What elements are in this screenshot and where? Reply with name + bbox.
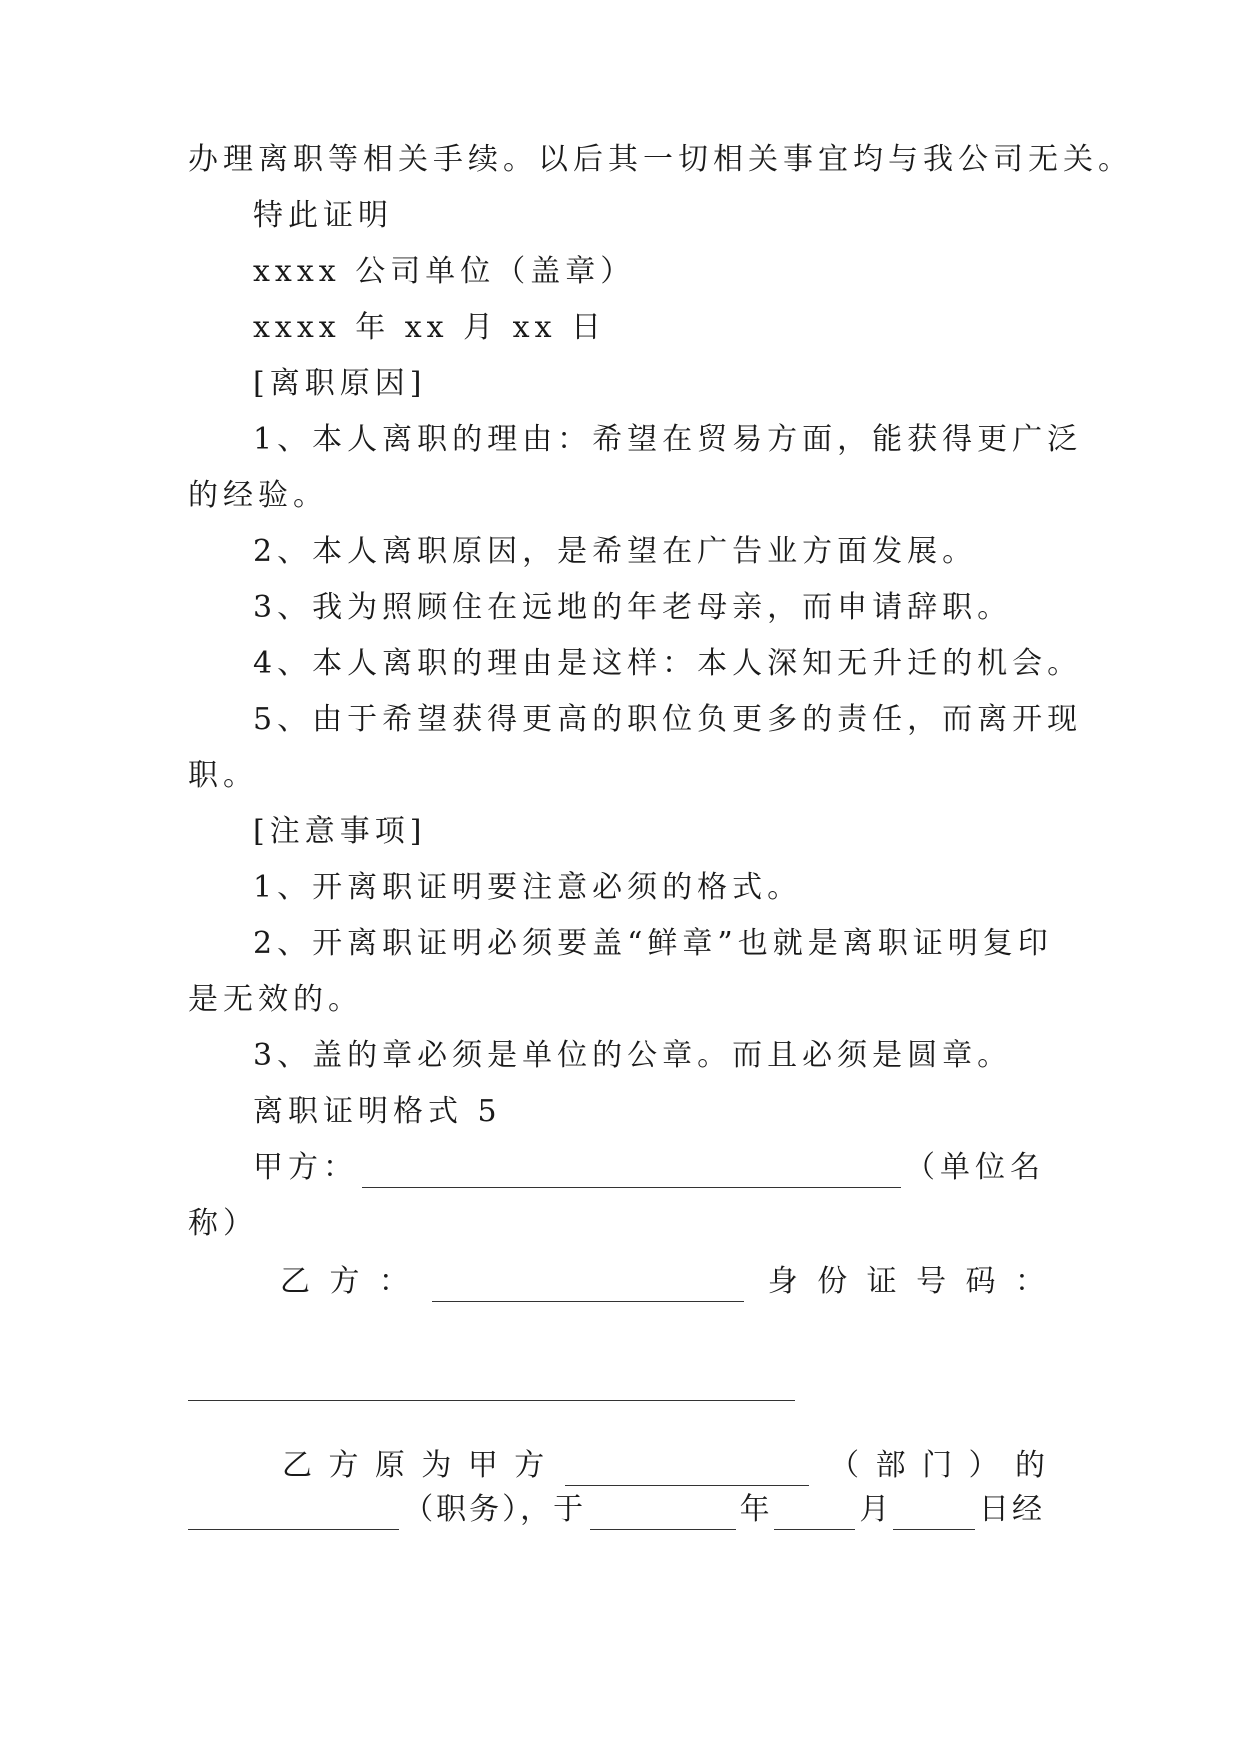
party-a-row	[253, 1148, 1045, 1188]
party-b-char: ：	[378, 1264, 409, 1299]
day-blank	[893, 1503, 975, 1530]
party-a-cont: 称）	[188, 1206, 258, 1241]
position-label: （职务），于	[403, 1492, 587, 1527]
id-char: ：	[1014, 1264, 1045, 1299]
department-char: （	[829, 1448, 860, 1483]
employment-char: 为	[421, 1448, 452, 1483]
reason-item-5-cont: 职。	[188, 758, 258, 793]
position-blank	[188, 1503, 399, 1530]
employment-char: 方	[514, 1448, 545, 1483]
reason-item-1: 1、本人离职的理由：希望在贸易方面，能获得更广泛	[253, 422, 1083, 457]
department-char: ）	[968, 1448, 999, 1483]
template-heading: 离职证明格式 5	[253, 1094, 502, 1129]
note-item-1: 1、开离职证明要注意必须的格式。	[253, 870, 803, 905]
party-a-suffix: （单位名	[905, 1150, 1045, 1185]
month-label: 月	[859, 1492, 890, 1527]
id-char: 号	[916, 1264, 947, 1299]
position-date-row	[188, 1490, 1045, 1530]
note-item-2-cont: 是无效的。	[188, 982, 363, 1017]
reason-item-3: 3、我为照顾住在远地的年老母亲，而申请辞职。	[253, 590, 1013, 625]
department-char: 门	[922, 1448, 953, 1483]
employment-char: 甲	[467, 1448, 498, 1483]
closing-statement: 特此证明	[253, 198, 393, 233]
id-char: 身	[767, 1264, 798, 1299]
department-blank	[565, 1459, 809, 1486]
party-b-char: 方	[329, 1264, 360, 1299]
year-label: 年	[739, 1492, 770, 1527]
section-heading-notes: [注意事项]	[253, 814, 427, 849]
employment-char: 乙	[282, 1448, 312, 1483]
employment-char: 原	[374, 1448, 405, 1483]
department-char: 的	[1014, 1448, 1045, 1483]
company-seal-line: xxxx 公司单位（盖章）	[253, 254, 636, 289]
party-b-row	[280, 1262, 1045, 1302]
reason-item-2: 2、本人离职原因，是希望在广告业方面发展。	[253, 534, 978, 569]
reason-item-1-cont: 的经验。	[188, 478, 328, 513]
day-label: 日经	[979, 1492, 1045, 1527]
department-char: 部	[875, 1448, 906, 1483]
employment-char: 方	[328, 1448, 359, 1483]
employment-row	[282, 1446, 1045, 1486]
id-char: 份	[817, 1264, 848, 1299]
year-blank	[590, 1503, 735, 1530]
party-a-blank	[362, 1161, 901, 1188]
party-b-char: 乙	[280, 1264, 310, 1299]
party-b-blank	[432, 1275, 744, 1302]
reason-item-5: 5、由于希望获得更高的职位负更多的责任，而离开现	[253, 702, 1083, 737]
note-item-2: 2、开离职证明必须要盖“鲜章”也就是离职证明复印	[253, 926, 1053, 961]
id-number-blank	[188, 1400, 795, 1401]
month-blank	[774, 1503, 856, 1530]
note-item-3: 3、盖的章必须是单位的公章。而且必须是圆章。	[253, 1038, 1013, 1073]
reason-item-4: 4、本人离职的理由是这样：本人深知无升迁的机会。	[253, 646, 1083, 681]
id-char: 证	[866, 1264, 897, 1299]
party-a-label: 甲方：	[253, 1150, 358, 1185]
date-line: xxxx 年 xx 月 xx 日	[253, 310, 607, 345]
section-heading-reasons: [离职原因]	[253, 366, 427, 401]
paragraph-line: 办理离职等相关手续。以后其一切相关事宜均与我公司无关。	[188, 142, 1133, 177]
id-char: 码	[965, 1264, 996, 1299]
